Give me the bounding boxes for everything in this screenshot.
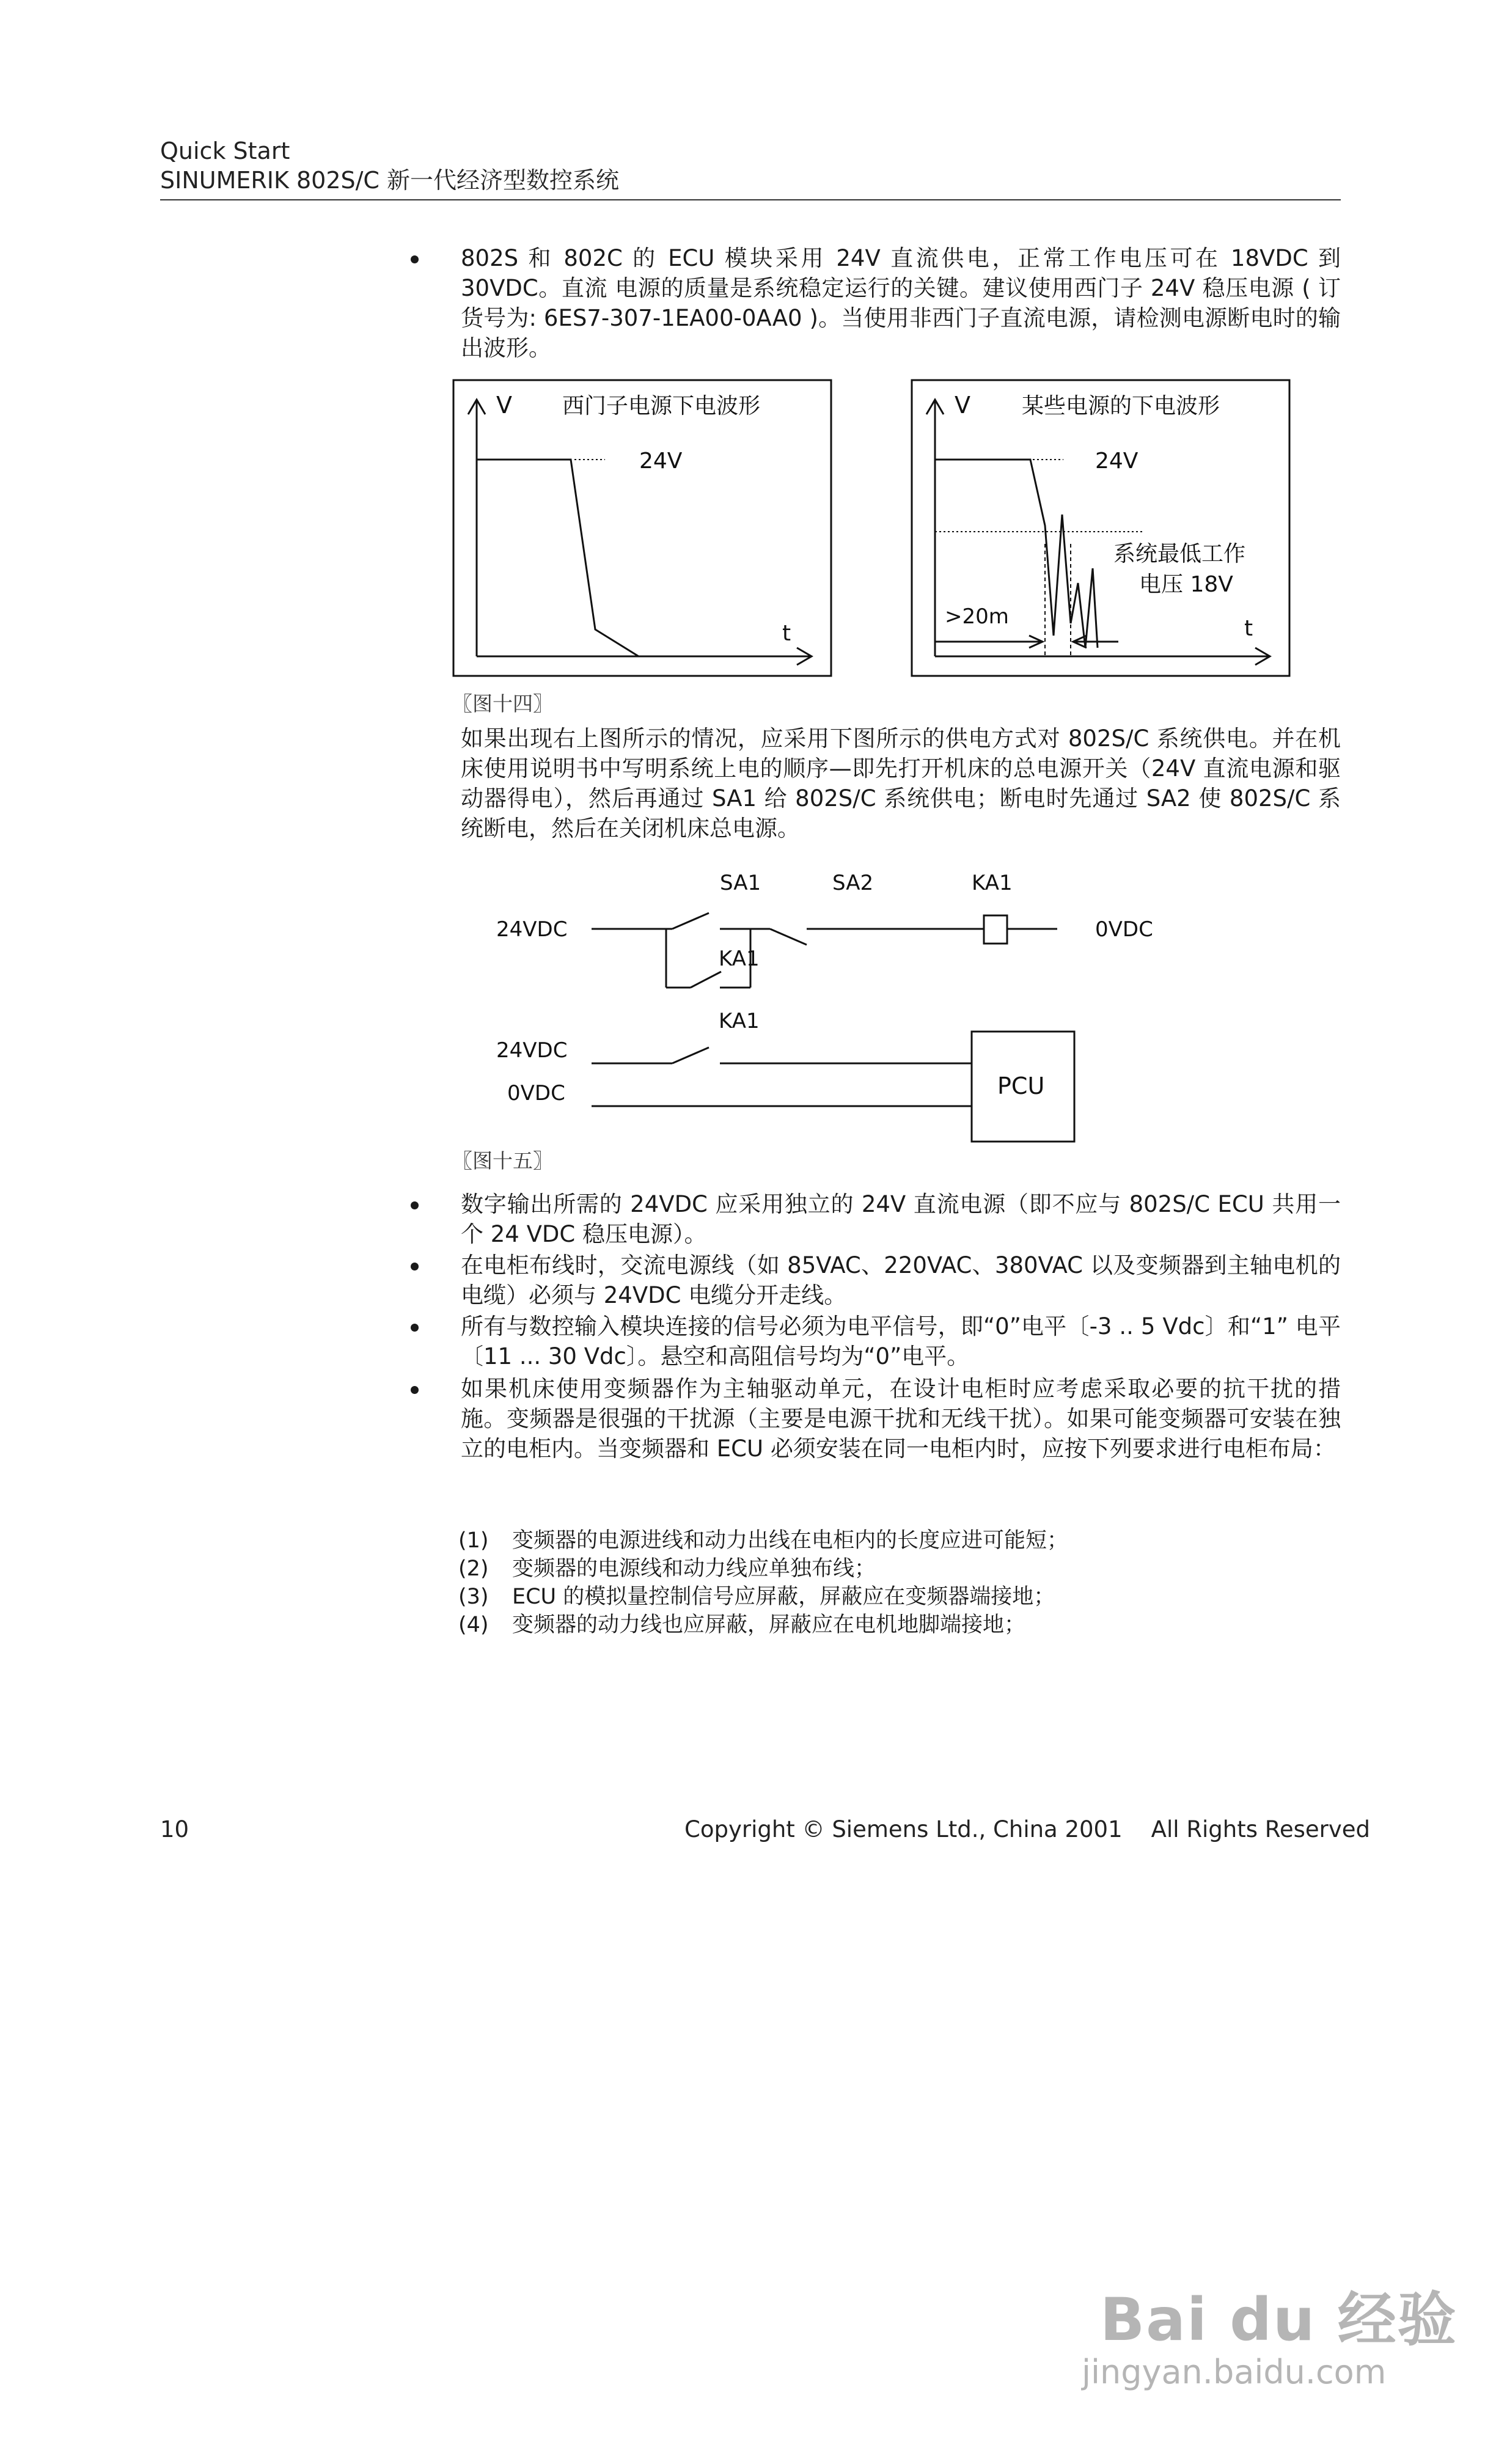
ka1-coil-label: KA1 (972, 871, 1013, 895)
list-item (458, 1611, 1025, 1639)
top-24vdc-label: 24VDC (496, 917, 568, 942)
right-v-label: V (955, 392, 970, 419)
list-item-text: 变频器的动力线也应屏蔽，屏蔽应在电机地脚端接地； (512, 1613, 1026, 1637)
ka1-hold-label: KA1 (719, 947, 760, 971)
top-0vdc-label: 0VDC (1095, 917, 1153, 942)
pcu-label: PCU (997, 1072, 1045, 1099)
bullet-wiring: 在电柜布线时，交流电源线（如 85VAC、220VAC、380VAC 以及变频器到主轴电机的电缆）必须与 24VDC 电缆分开走线。 (461, 1252, 1341, 1308)
sa2-label: SA2 (832, 871, 874, 895)
list-item-text: ECU 的模拟量控制信号应屏蔽，屏蔽应在变频器端接地； (512, 1585, 1055, 1609)
watermark-logo: Bai du 经验 (1100, 2286, 1458, 2354)
right-time-label: >20m (945, 604, 1009, 629)
right-min-label-1: 系统最低工作 (1113, 541, 1246, 566)
header-rule (160, 199, 1341, 200)
list-item (458, 1555, 876, 1583)
figure-14-caption: 〖图十四〗 (452, 692, 553, 716)
bullet-dot (411, 1263, 419, 1270)
sa2-switch-blade (770, 929, 807, 945)
header-subtitle: SINUMERIK 802S/C 新一代经济型数控系统 (160, 167, 620, 194)
list-item-number: (2) (458, 1557, 489, 1581)
ka1-hold-contact-blade (691, 972, 721, 988)
bullet-dot (411, 1324, 419, 1332)
paragraph-ecu-power: 802S 和 802C 的 ECU 模块采用 24V 直流供电，正常工作电压可在 18VDC 到 30VDC。直流 电源的质量是系统稳定运行的关键。建议使用西门子 24V 稳压电源 ( 订货号为: 6ES7-307-1EA00-0AA0 )。当使用非西门子直流电源，请检测电源断电时的输出波形。 (461, 245, 1341, 361)
bullet-dot (411, 1386, 419, 1394)
left-v-label: V (496, 392, 512, 419)
sa1-label: SA1 (720, 871, 761, 895)
list-item-text: 变频器的电源线和动力线应单独布线； (512, 1557, 876, 1581)
bottom-0vdc-label: 0VDC (507, 1081, 565, 1106)
list-item (458, 1527, 1068, 1555)
bullet-dot (411, 1201, 419, 1209)
sa1-switch-blade (672, 913, 709, 929)
paragraph-power-sequence: 如果出现右上图所示的情况，应采用下图所示的供电方式对 802S/C 系统供电。并在机床使用说明书中写明系统上电的顺序—即先打开机床的总电源开关（24V 直流电源和驱动器得电），然后再通过 SA1 给 802S/C 系统供电；断电时先通过 SA2 使 802S/C 系统断电，然后在关闭机床总电源。 (461, 725, 1341, 842)
figure-14-waveforms (452, 379, 1296, 684)
right-waveform-frame (912, 380, 1289, 676)
left-waveform-frame (453, 380, 831, 676)
ka1-coil-box (984, 915, 1007, 944)
bullet-dot (411, 255, 419, 263)
list-item (458, 1583, 1055, 1611)
list-item-text: 变频器的电源进线和动力出线在电柜内的长度应进可能短； (512, 1528, 1069, 1553)
list-item-number: (4) (458, 1613, 489, 1637)
left-24v-label: 24V (639, 449, 683, 474)
right-title: 某些电源的下电波形 (1022, 394, 1220, 419)
copyright-notice: Copyright © Siemens Ltd., China 2001 All Rights Reserved (684, 1816, 1370, 1843)
bullet-signal-levels: 所有与数控输入模块连接的信号必须为电平信号，即“0”电平〔-3 .. 5 Vdc〕和“1” 电平〔11 ... 30 Vdc〕。悬空和高阻信号均为“0”电平。 (461, 1313, 1341, 1370)
right-min-label-2: 电压 18V (1139, 572, 1233, 597)
left-waveform-line (477, 460, 639, 656)
page-number: 10 (160, 1816, 189, 1843)
list-item-number: (3) (458, 1585, 489, 1609)
right-24v-label: 24V (1095, 449, 1138, 474)
header-title: Quick Start (160, 138, 290, 164)
list-item-number: (1) (458, 1528, 489, 1553)
bullet-digital-output: 数字输出所需的 24VDC 应采用独立的 24V 直流电源（即不应与 802S/C ECU 共用一个 24 VDC 稳压电源）。 (461, 1191, 1341, 1247)
bullet-inverter: 如果机床使用变频器作为主轴驱动单元，在设计电柜时应考虑采取必要的抗干扰的措施。变频器是很强的干扰源（主要是电源干扰和无线干扰）。如果可能变频器可安装在独立的电柜内。当变频器和 ECU 必须安装在同一电柜内时，应按下列要求进行电柜布局： (461, 1376, 1341, 1462)
right-t-label: t (1244, 616, 1253, 641)
bottom-24vdc-label: 24VDC (496, 1038, 568, 1063)
watermark-url: jingyan.baidu.com (1082, 2353, 1387, 2391)
ka1-contact-blade (672, 1047, 709, 1063)
left-title: 西门子电源下电波形 (562, 394, 761, 419)
figure-15-caption: 〖图十五〗 (452, 1149, 553, 1173)
left-t-label: t (782, 621, 791, 646)
ka1-contact-label: KA1 (719, 1009, 760, 1033)
figure-15-circuit (489, 856, 1173, 1149)
